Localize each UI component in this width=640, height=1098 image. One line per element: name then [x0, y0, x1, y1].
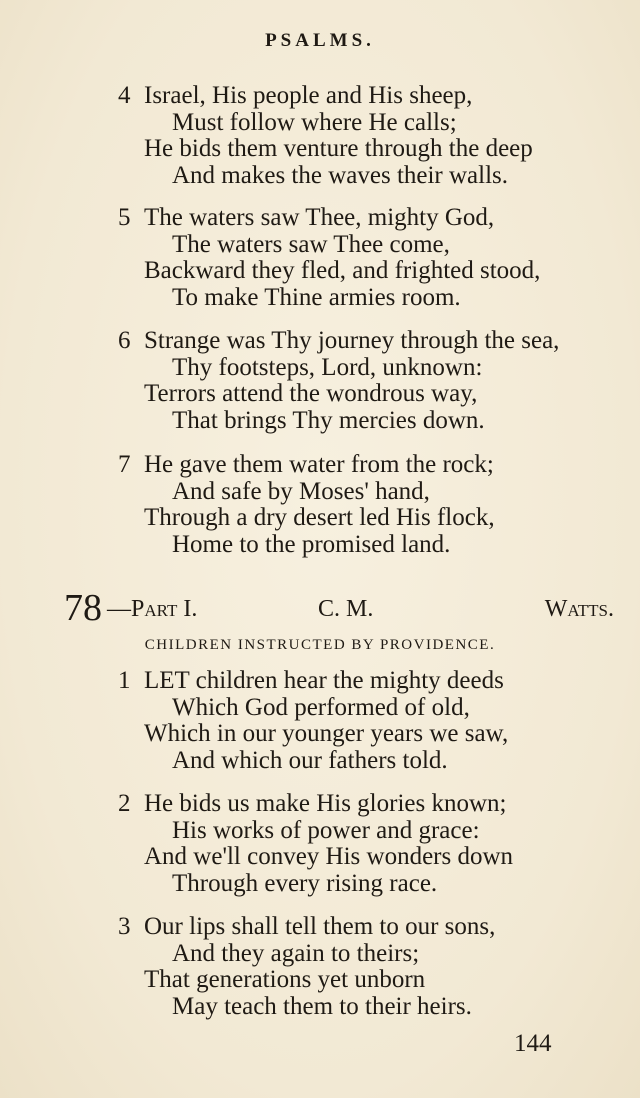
verse-line: And makes the waves their walls. — [172, 161, 509, 189]
hymn-heading — [64, 587, 614, 632]
page-number: 144 — [514, 1030, 552, 1057]
verse-line: Which God performed of old, — [172, 693, 470, 721]
verse-line: The waters saw Thee come, — [172, 230, 450, 258]
verse-line: Through a dry desert led His flock, — [144, 504, 495, 531]
stanza — [118, 83, 618, 189]
verse-line: Strange was Thy journey through the sea, — [144, 327, 560, 354]
verse-line: That generations yet unborn — [144, 966, 426, 993]
verse-line: Through every rising race. — [172, 869, 438, 897]
verse-line: Our lips shall tell them to our sons, — [144, 913, 496, 940]
verse-line: May teach them to their heirs. — [172, 992, 472, 1020]
verse-line: The waters saw Thee, mighty God, — [144, 204, 495, 231]
verse-line: And we'll convey His wonders down — [144, 843, 514, 870]
verse-line: His works of power and grace: — [172, 816, 480, 844]
stanza-number: 6 — [118, 327, 131, 354]
verse-line: He gave them water from the rock; — [144, 451, 494, 478]
hymn-part: —Part I. — [107, 596, 198, 622]
hymn-meter: C. M. — [318, 596, 374, 622]
stanza-number: 5 — [118, 204, 131, 231]
running-header: PSALMS. — [265, 30, 375, 51]
verse-line: He bids us make His glories known; — [144, 790, 507, 817]
stanza-number: 3 — [118, 913, 131, 940]
hymn-number: 78 — [64, 587, 102, 629]
verse-line: Must follow where He calls; — [172, 108, 457, 136]
verse-line: To make Thine armies room. — [172, 283, 461, 311]
verse-line: And safe by Moses' hand, — [172, 477, 430, 505]
stanza — [118, 205, 618, 311]
verse-line: Terrors attend the wondrous way, — [144, 380, 478, 407]
verse-line: Backward they fled, and frighted stood, — [144, 257, 541, 284]
verse-line: And which our fathers told. — [172, 746, 448, 774]
verse-line: Thy footsteps, Lord, unknown: — [172, 353, 483, 381]
verse-line: That brings Thy mercies down. — [172, 406, 485, 434]
verse-line: LET children hear the mighty deeds — [144, 667, 504, 694]
stanza-number: 1 — [118, 667, 131, 694]
stanza — [118, 791, 618, 897]
verse-line: And they again to theirs; — [172, 939, 420, 967]
verse-line: Which in our younger years we saw, — [144, 720, 509, 747]
hymn-author: Watts. — [544, 596, 614, 622]
stanza — [118, 328, 618, 434]
verse-line: Home to the promised land. — [172, 530, 451, 558]
verse-line: Israel, His people and His sheep, — [144, 82, 473, 109]
stanza-number: 4 — [118, 82, 131, 109]
stanza-number: 7 — [118, 451, 131, 478]
stanza — [118, 452, 618, 558]
hymn-subtitle: CHILDREN INSTRUCTED BY PROVIDENCE. — [144, 637, 496, 653]
stanza-number: 2 — [118, 790, 131, 817]
stanza — [118, 668, 618, 774]
verse-line: He bids them venture through the deep — [144, 135, 533, 162]
stanza — [118, 914, 618, 1020]
